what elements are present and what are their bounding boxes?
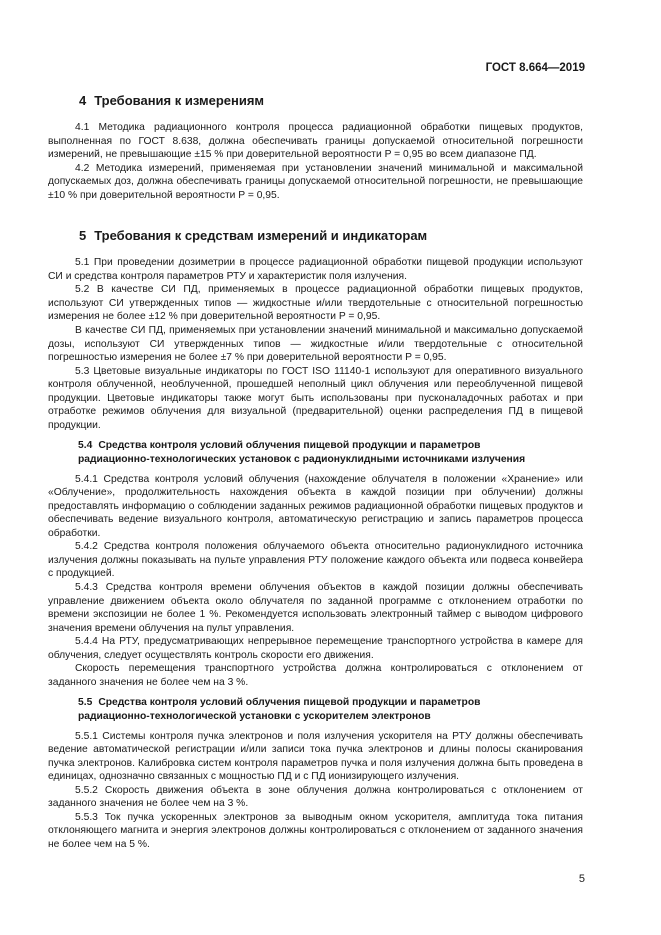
subsection-number: 5.5 [78,697,93,709]
standard-code: ГОСТ 8.664—2019 [485,62,585,74]
section-number: 4 [79,93,87,108]
paragraph-5-3: 5.3 Цветовые визуальные индикаторы по ГОСТ ISO 11140-1 используют для оперативного визуального контроля облученной, необлученной, прошедшей неполный цикл облучения или переоблученной пищевой продукции. Цветовые индикаторы также могут быть использованы при пусконаладочных работах и при отработке режимов облучения для визуальной (предварительной) оценки распределения ПД в пищевой продукции. [48,365,583,431]
subsection-title-line1: Средства контроля условий облучения пищевой продукции и параметров [98,440,481,452]
subsection-title-line2: радиационно-технологических установок с радионуклидными источниками излучения [78,453,526,465]
paragraph-4-1: 4.1 Методика радиационного контроля процесса радиационной обработки пищевых продуктов, выполненная по ГОСТ 8.638, должна обеспечивать границы допускаемой относительной погрешности измерений, не превышающие ±15 % при доверительной вероятности P = 0,95 во всем диапазоне ПД. [48,122,583,161]
paragraph-4-2: 4.2 Методика измерений, применяемая при установлении значений минимальной и максимальной допускаемых доз, должна обеспечивать границы допускаемой относительной погрешности, не превышающие ±10 % при доверительной вероятности P = 0,95. [48,162,583,201]
paragraph-5-4-3: 5.4.3 Средства контроля времени облучения объектов в каждой позиции должны обеспечивать управление движением объекта около облучателя по заданной программе с отклонением отработки по времени экспозиции не более 1 %. Рекомендуется использовать электронный таймер с выводом цифрового значения времени облучения на пульт управления. [48,581,583,634]
paragraph-5-4-2: 5.4.2 Средства контроля положения облучаемого объекта относительно радионуклидного источника излучения должны показывать на пульте управления РТУ положение каждого объекта или подвеса конвейера с продукцией. [48,541,583,580]
subsection-number: 5.4 [78,440,93,452]
section-title: Требования к средствам измерений и индикаторам [94,228,428,244]
paragraph-5-4-1: 5.4.1 Средства контроля условий облучения (нахождение облучателя в положении «Хранение» или «Облучение», продолжительность нахождения объекта в каждой позиции при облучении) должны предоставлять информацию о соблюдении заданных режимов радиационной обработки пищевых продуктов и обеспечивать ведение визуального контроля, автоматическую регистрацию и запись параметров процесса обработки. [48,473,583,539]
paragraph-5-2-continued: В качестве СИ ПД, применяемых при установлении значений минимальной и максимально допускаемой дозы, используют СИ утвержденных типов — жидкостные и/или твердотельные с относительной погрешностью измерения не более ±7 % при доверительной вероятности P = 0,95. [48,325,583,364]
section-title: Требования к измерениям [94,93,265,108]
paragraph-5-5-1: 5.5.1 Системы контроля пучка электронов и поля излучения ускорителя на РТУ должны обеспечивать ведение автоматической регистрации и/или записи тока пучка электронов и длины полосы сканирования пучка электронов. Калибровка систем контроля параметров пучка и поля излучения должна быть проведена в единицах, однозначно связанных с мощностью ПД и с ПД ионизирующего излучения. [48,730,583,783]
section-number: 5 [79,228,87,244]
document-body [48,93,583,851]
paragraph-5-5-2: 5.5.2 Скорость движения объекта в зоне облучения должна контролироваться с отклонением от заданного значения не более чем на 3 %. [48,784,583,810]
section-5-heading [48,228,583,244]
section-4-heading [48,93,583,109]
paragraph-5-2: 5.2 В качестве СИ ПД, применяемых в процессе радиационной обработки пищевых продуктов, используют СИ утвержденных типов — жидкостные и/или твердотельные с относительной погрешностью измерения не более ±12 % при доверительной вероятности P = 0,95. [48,284,583,323]
paragraph-5-5-3: 5.5.3 Ток пучка ускоренных электронов за выводным окном ускорителя, амплитуда тока питания отклоняющего магнита и энергия электронов должны контролироваться с отклонением от заданного значения не более чем на 5 %. [48,811,583,850]
subsection-5-4-heading [48,439,583,466]
subsection-title-line2: радиационно-технологической установки с ускорителем электронов [78,710,431,722]
subsection-5-5-heading [48,696,583,723]
paragraph-5-1: 5.1 При проведении дозиметрии в процессе радиационной обработки пищевой продукции используют СИ и средства контроля параметров РТУ и характеристик поля излучения. [48,257,583,282]
subsection-title-line1: Средства контроля условий облучения пищевой продукции и параметров [98,697,481,709]
paragraph-5-4-4: 5.4.4 На РТУ, предусматривающих непрерывное перемещение транспортного устройства в камере для облучения, следует осуществлять контроль скорости его движения. [48,636,583,661]
paragraph-5-4-4-continued: Скорость перемещения транспортного устройства должна контролироваться с отклонением от заданного значения не более чем на 3 %. [48,663,583,688]
page-number: 5 [578,873,585,885]
